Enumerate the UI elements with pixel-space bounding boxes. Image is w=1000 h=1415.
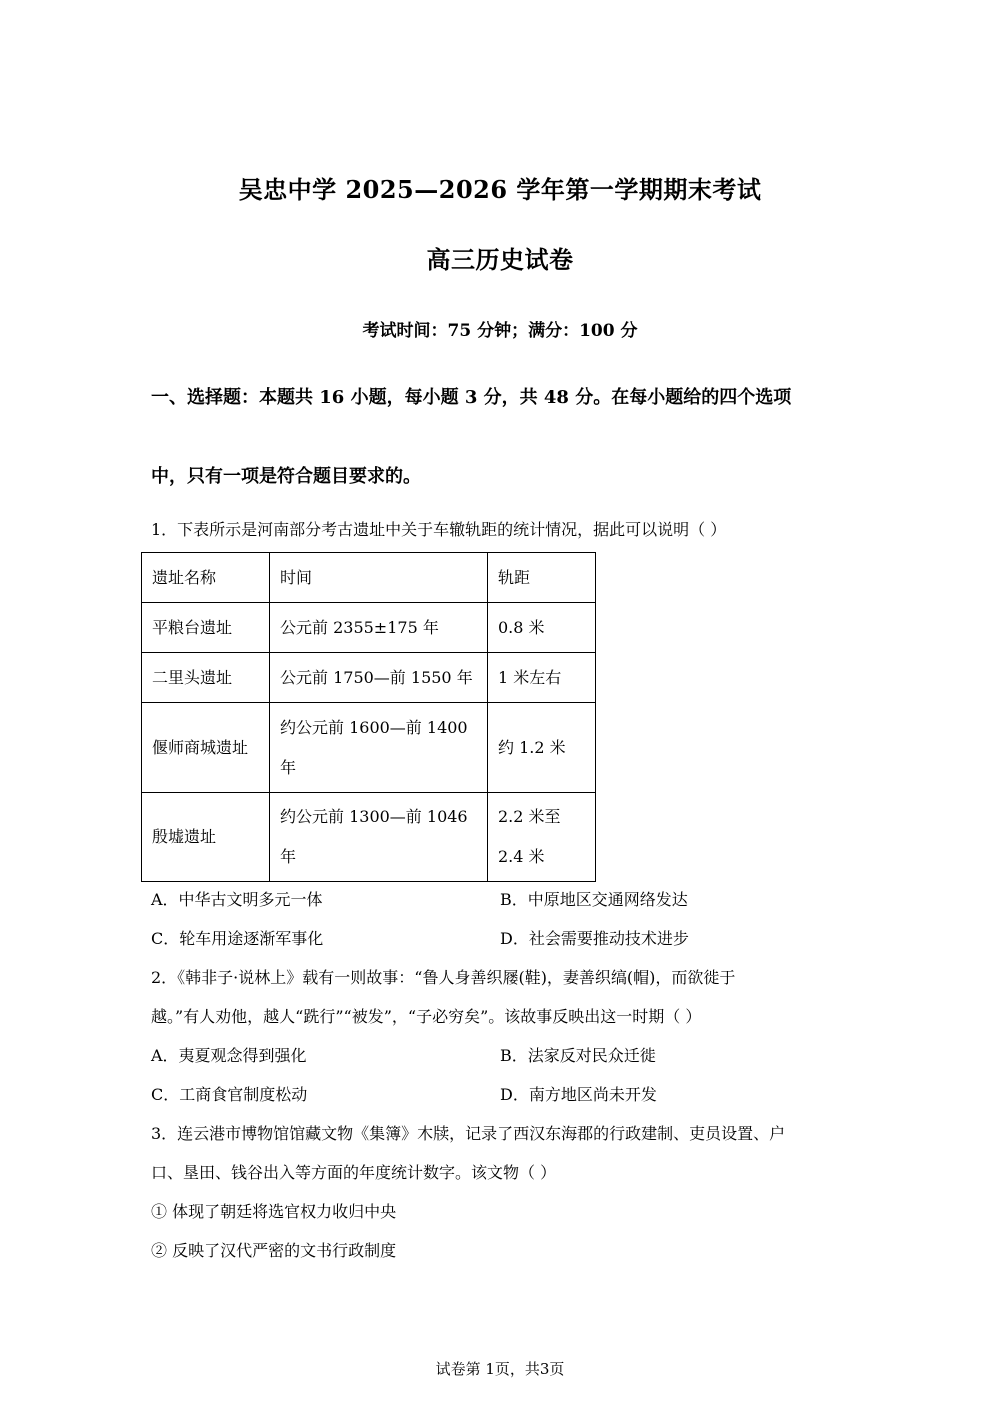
table-row: [142, 703, 596, 793]
exam-subtitle: 高三历史试卷: [426, 245, 574, 274]
q1-option-c: C．轮车用途逐渐军事化: [151, 929, 324, 948]
exam-title: 吴忠中学 2025—2026 学年第一学期期末考试: [238, 175, 762, 204]
q1-table: [141, 552, 596, 882]
q1-option-b: B．中原地区交通网络发达: [500, 890, 688, 909]
table-header-cell: 遗址名称: [142, 553, 270, 603]
table-row: [142, 603, 596, 653]
table-cell: 约公元前 1600—前 1400 年: [270, 703, 488, 793]
q3-stem-line2: 口、垦田、钱谷出入等方面的年度统计数字。该文物（ ）: [151, 1163, 557, 1182]
table-cell: 2.2 米至 2.4 米: [488, 793, 596, 882]
q2-option-b: B．法家反对民众迁徙: [500, 1046, 656, 1065]
table-cell: 约 1.2 米: [488, 703, 596, 793]
table-header-row: [142, 553, 596, 603]
table-cell: 殷墟遗址: [142, 793, 270, 882]
q2-stem-line1: 2．《韩非子·说林上》载有一则故事：“鲁人身善织屦(鞋)，妻善织缟(帽)，而欲徙于: [151, 968, 736, 987]
exam-info: 考试时间：75 分钟；满分：100 分: [362, 321, 638, 341]
table-cell: 二里头遗址: [142, 653, 270, 703]
table-header-cell: 时间: [270, 553, 488, 603]
q3-stem-line1: 3．连云港市博物馆馆藏文物《集簿》木牍，记录了西汉东海郡的行政建制、吏员设置、户: [151, 1124, 786, 1143]
q2-option-c: C．工商食官制度松动: [151, 1085, 308, 1104]
table-cell: 平粮台遗址: [142, 603, 270, 653]
q2-stem-line2: 越。”有人劝他，越人“跣行”“被发”，“子必穷矣”。该故事反映出这一时期（ ）: [151, 1007, 702, 1026]
table-row: [142, 793, 596, 882]
table-cell: 公元前 1750—前 1550 年: [270, 653, 488, 703]
q3-item-2: ② 反映了汉代严密的文书行政制度: [151, 1241, 397, 1260]
table-header-cell: 轨距: [488, 553, 596, 603]
table-row: [142, 653, 596, 703]
table-cell: 1 米左右: [488, 653, 596, 703]
q1-option-d: D．社会需要推动技术进步: [500, 929, 689, 948]
page-footer: 试卷第 1页，共3页: [435, 1360, 565, 1378]
q2-option-a: A．夷夏观念得到强化: [151, 1046, 307, 1065]
table-cell: 公元前 2355±175 年: [270, 603, 488, 653]
q1-option-a: A．中华古文明多元一体: [151, 890, 323, 909]
q2-option-d: D．南方地区尚未开发: [500, 1085, 657, 1104]
section-heading-line1: 一、选择题：本题共 16 小题，每小题 3 分，共 48 分。在每小题给的四个选项: [151, 387, 792, 408]
table-cell: 偃师商城遗址: [142, 703, 270, 793]
table-cell: 约公元前 1300—前 1046 年: [270, 793, 488, 882]
q3-item-1: ① 体现了朝廷将选官权力收归中央: [151, 1202, 397, 1221]
q1-stem: 1．下表所示是河南部分考古遗址中关于车辙轨距的统计情况，据此可以说明（ ）: [151, 520, 727, 539]
section-heading-line2: 中，只有一项是符合题目要求的。: [151, 466, 421, 487]
table-cell: 0.8 米: [488, 603, 596, 653]
